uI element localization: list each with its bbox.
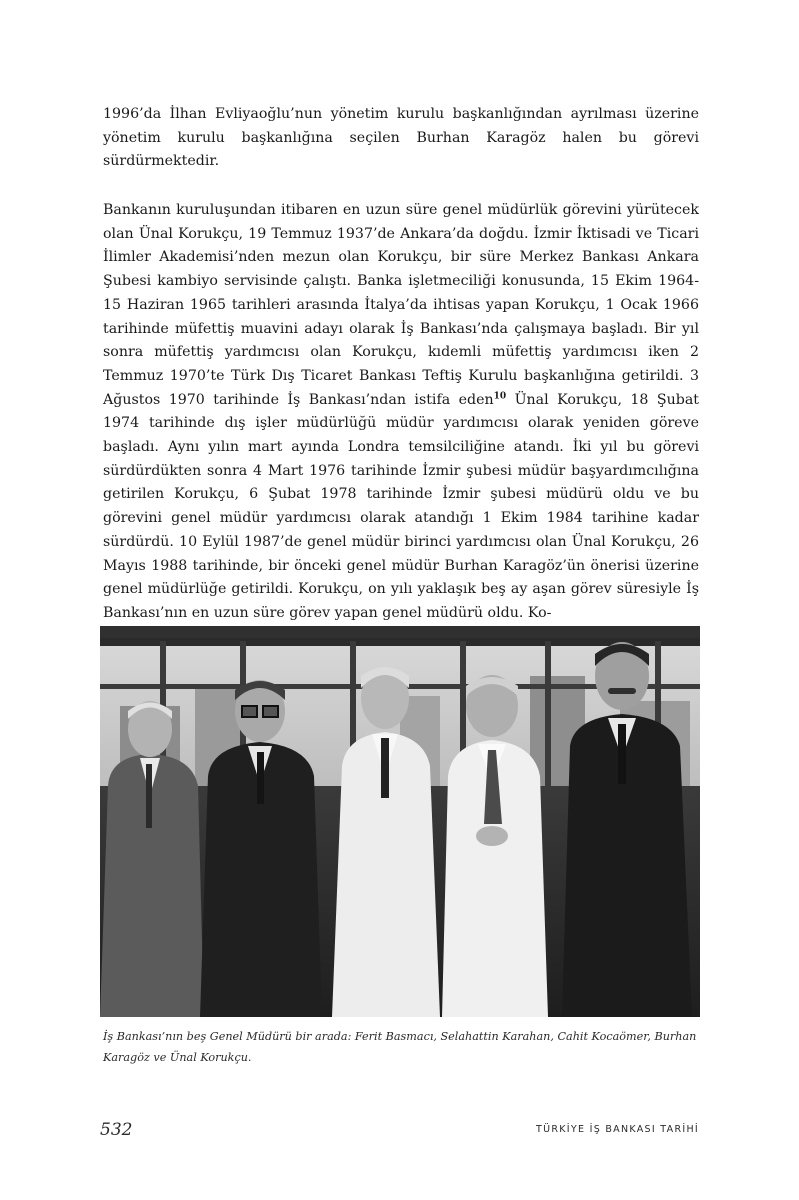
paragraph-2-text-after: Ünal Korukçu, 18 Şubat 1974 tarihinde dış işler müdürlüğü müdür yardımcısı olarak yeniden göreve başladı. Aynı yılın mart ayında Londra temsilciliğine atandı. İki yıl bu görevi sürdürdükten sonra 4 Mart 1976 tarihinde İzmir şubesi müdür başyardımcılığına getirilen Korukçu, 6 Şubat 1978 tarihinde İzmir şubesi müdürü oldu ve bu görevini genel müdür yardımcısı olarak atandığı 1 Ekim 1984 tarihine kadar sürdürdü. 10 Eylül 1987’de genel müdür birinci yardımcısı olan Ünal Korukçu, 26 Mayıs 1988 tarihinde, bir önceki genel müdür Burhan Karagöz’ün önerisi üzerine genel müdürlüğe getirildi. Korukçu, on yılı yaklaşık beş ay aşan görev süresiyle İş Bankası’nın en uzun süre görev yapan genel müdürü oldu. Ko-: [103, 391, 699, 621]
footnote-marker[interactable]: 10: [493, 390, 507, 401]
paragraph-2-text-before: Bankanın kuruluşundan itibaren en uzun süre genel müdürlük görevini yürütecek olan Ünal Korukçu, 19 Temmuz 1937’de Ankara’da doğdu. İzmir İktisadi ve Ticari İlimler Akademisi’nden mezun olan Korukçu, bir süre Merkez Bankası Ankara Şubesi kambiyo servisinde çalıştı. Banka işletmeciliği konusunda, 15 Ekim 1964-15 Haziran 1965 tarihleri arasında İtalya’da ihtisas yapan Korukçu, 1 Ocak 1966 tarihinde müfettiş muavini adayı olarak İş Bankası’nda çalışmaya başladı. Bir yıl sonra müfettiş yardımcısı olan Korukçu, kıdemli müfettiş yardımcısı iken 2 Temmuz 1970’te Türk Dış Ticaret Bankası Teftiş Kurulu başkanlığına getirildi. 3 Ağustos 1970 tarihinde İş Bankası’ndan istifa eden: [103, 202, 699, 408]
group-photo: [100, 626, 700, 1017]
running-title: TÜRKİYE İŞ BANKASI TARİHİ: [535, 1124, 699, 1135]
paragraph-1: 1996’da İlhan Evliyaoğlu’nun yönetim kurulu başkanlığından ayrılması üzerine yönetim kurulu başkanlığına seçilen Burhan Karagöz halen bu görevi sürdürmektedir.: [103, 106, 699, 170]
photo-caption: İş Bankası’nın beş Genel Müdürü bir arada: Ferit Basmacı, Selahattin Karahan, Cahit Kocaömer, Burhan Karagöz ve Ünal Korukçu.: [103, 1030, 697, 1064]
paragraph-2: [103, 199, 699, 626]
group-photo-illustration: [100, 626, 700, 1017]
page-number: 532: [100, 1120, 133, 1140]
